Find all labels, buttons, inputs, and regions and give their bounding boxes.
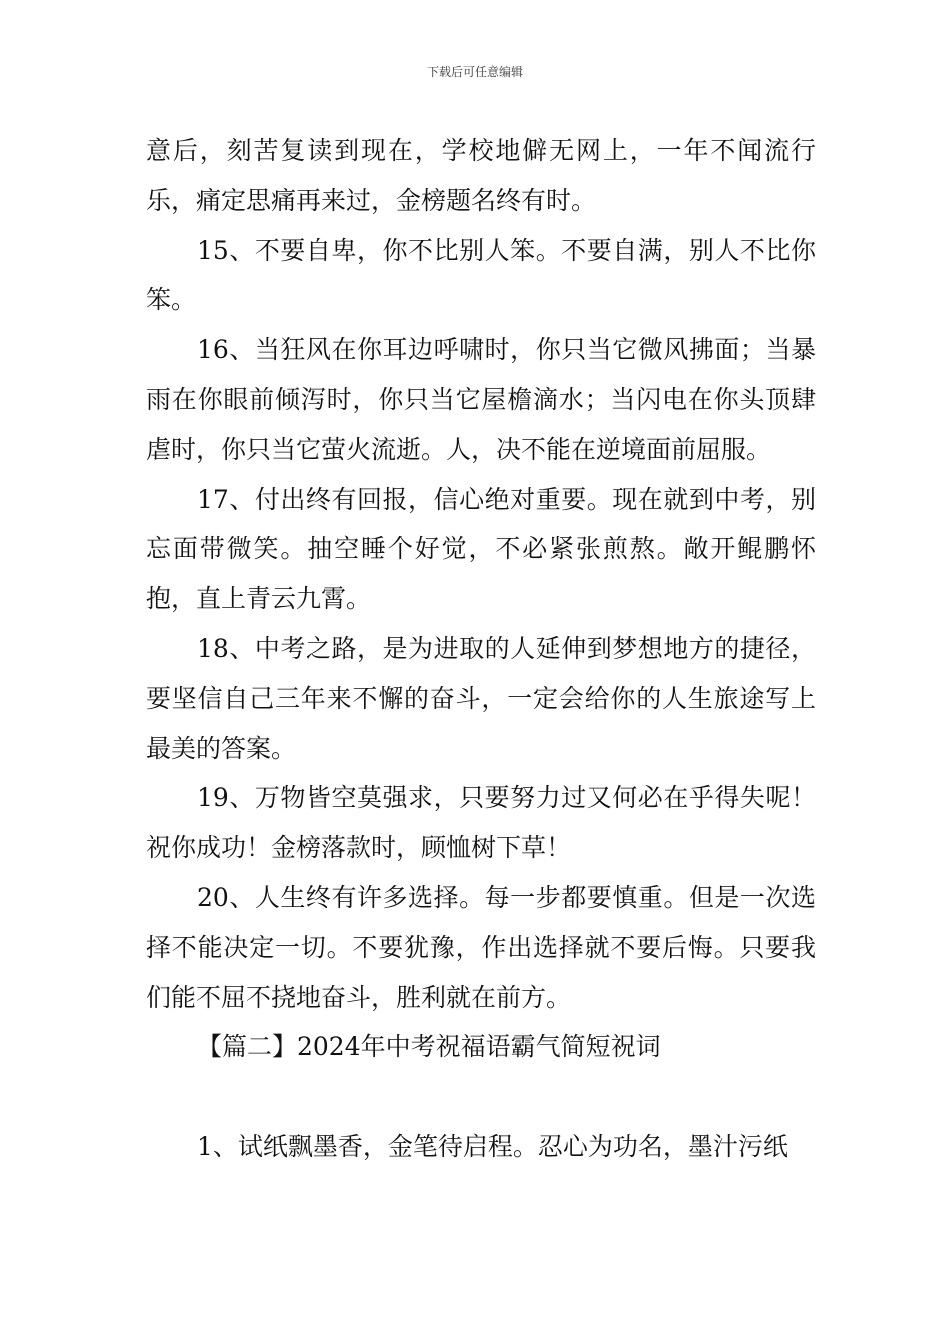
paragraph-item-15: 15、不要自卑，你不比别人笨。不要自满，别人不比你笨。: [146, 235, 816, 315]
paragraph-continuation: 意后，刻苦复读到现在，学校地僻无网上，一年不闻流行乐，痛定思痛再来过，金榜题名终有时。: [146, 136, 816, 215]
page-header-note: 下载后可任意编辑: [426, 65, 523, 79]
section-heading: 【篇二】2024年中考祝福语霸气简短祝词: [197, 1032, 661, 1062]
section-spacer: [146, 1072, 816, 1122]
paragraph-section2-item-1: 1、试纸飘墨香，金笔待启程。忍心为功名，墨汁污纸: [197, 1132, 788, 1162]
paragraph-item-19: 19、万物皆空莫强求，只要努力过又何必在乎得失呢！祝你成功！金榜落款时，顾恤树下草！: [146, 783, 816, 863]
paragraph-item-16: 16、当狂风在你耳边呼啸时，你只当它微风拂面；当暴雨在你眼前倾泻时，你只当它屋檐滴水；当闪电在你头顶肆虐时，你只当它萤火流逝。人，决不能在逆境面前屈服。: [146, 335, 816, 464]
document-body: [146, 126, 816, 1172]
paragraph-item-18: 18、中考之路，是为进取的人延伸到梦想地方的捷径，要坚信自己三年来不懈的奋斗，一定会给你的人生旅途写上最美的答案。: [146, 633, 816, 763]
paragraph-item-20: 20、人生终有许多选择。每一步都要慎重。但是一次选择不能决定一切。不要犹豫，作出选择就不要后悔。只要我们能不屈不挠地奋斗，胜利就在前方。: [146, 882, 816, 1012]
paragraph-item-17: 17、付出终有回报，信心绝对重要。现在就到中考，别忘面带微笑。抽空睡个好觉，不必紧张煎熬。敞开鲲鹏怀抱，直上青云九霄。: [146, 484, 816, 614]
